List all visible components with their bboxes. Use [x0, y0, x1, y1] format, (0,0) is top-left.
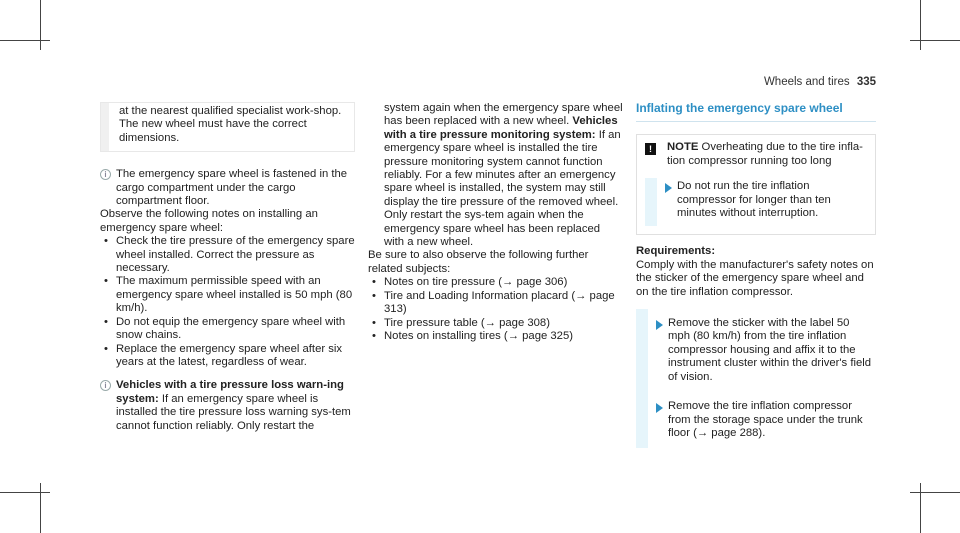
link-item[interactable]: • Tire pressure table (→ page 308)	[368, 317, 623, 330]
arrow-right-icon	[656, 403, 663, 413]
para-text: If an emergency spare wheel is installed the tire pressure monitoring system cannot function reliably. For a few minutes after an emergency spare wheel is installed, the system may still display the tire pressure of the removed wheel. Only restart the sys-tem again when the emergency spare wheel has been replaced with a new wheel.	[384, 128, 621, 249]
crop-mark	[40, 0, 41, 50]
bullet-list	[100, 235, 355, 369]
link-item[interactable]: • Notes on tire pressure (→ page 306)	[368, 276, 623, 289]
arrow-right-icon	[656, 320, 663, 330]
crop-mark	[910, 40, 960, 41]
note-text	[667, 141, 867, 168]
step-item	[645, 178, 867, 226]
para-bold: Vehicles with a tire pressure monitoring system:	[384, 115, 618, 141]
requirements-text: Comply with the manufacturer's safety notes on the sticker of the emergency spare wheel and on the tire inflation compressor.	[636, 258, 874, 298]
list-item: • Check the tire pressure of the emergency spare wheel installed. Correct the pressure as necessary.	[100, 235, 355, 275]
info-bold: Vehicles with a tire pressure loss warn-ing system:	[116, 379, 344, 405]
crop-mark	[920, 483, 921, 533]
info-icon: i	[100, 169, 111, 180]
intro-text: Observe the following notes on installing an emergency spare wheel:	[100, 208, 318, 234]
related-intro: Be sure to also observe the following further related subjects:	[368, 249, 589, 275]
list-item: • The maximum permissible speed with an emergency spare wheel installed is 50 mph (80 km/h).	[100, 275, 355, 315]
link-item[interactable]: • Tire and Loading Information placard (→ page 313)	[368, 290, 623, 317]
step-item	[636, 396, 876, 448]
column-1	[100, 102, 355, 433]
box-strip	[101, 103, 109, 151]
section-title: Wheels and tires	[763, 76, 850, 88]
step-text: Remove the sticker with the label 50 mph (80 km/h) from the tire inflation compressor housing and affix it to the instrument cluster within the driver's field of vision.	[668, 317, 872, 383]
box-text: at the nearest qualified specialist work-shop. The new wheel must have the correct dimensions.	[119, 105, 342, 144]
crop-mark	[40, 483, 41, 533]
column-2	[368, 102, 623, 343]
crop-mark	[0, 492, 50, 493]
info-text	[116, 379, 355, 433]
step-list	[636, 309, 876, 448]
paragraph	[368, 102, 623, 249]
info-body: If an emergency spare wheel is installed the tire pressure loss warning sys-tem cannot function reliably. Only restart the	[116, 392, 351, 432]
req-label: Requirements:	[636, 245, 716, 258]
info-note-1	[100, 168, 355, 208]
info-note-2	[100, 379, 355, 433]
crop-mark	[920, 0, 921, 50]
note-label: NOTE	[667, 141, 699, 154]
column-3	[636, 102, 876, 448]
crop-mark	[0, 40, 50, 41]
page-number: 335	[856, 76, 876, 88]
page-header	[764, 76, 876, 89]
list-item: • Replace the emergency spare wheel after six years at the latest, regardless of wear.	[100, 343, 355, 370]
note-body: Overheating due to the tire infla-tion compressor running too long	[667, 141, 863, 167]
para-text: system again when the emergency spare wheel has been replaced with a new wheel.	[384, 102, 623, 128]
link-list	[368, 276, 623, 343]
step-text: Remove the tire inflation compressor from the storage space under the trunk floor (→ page 288).	[668, 400, 863, 439]
warning-icon: !	[645, 143, 656, 155]
continued-box	[100, 102, 355, 152]
info-icon: i	[100, 380, 111, 391]
note-box	[636, 134, 876, 235]
step-text: Do not run the tire inflation compressor for longer than ten minutes without interruption.	[677, 180, 831, 220]
note-step	[645, 178, 867, 226]
requirements-label	[636, 245, 876, 258]
section-heading: Inflating the emergency spare wheel	[636, 102, 876, 122]
list-item: • Do not equip the emergency spare wheel with snow chains.	[100, 316, 355, 343]
crop-mark	[910, 492, 960, 493]
info-text: The emergency spare wheel is fastened in the cargo compartment under the cargo compartment floor.	[116, 168, 348, 208]
step-item	[636, 309, 876, 396]
arrow-right-icon	[665, 183, 672, 193]
link-item[interactable]: • Notes on installing tires (→ page 325)	[368, 330, 623, 343]
